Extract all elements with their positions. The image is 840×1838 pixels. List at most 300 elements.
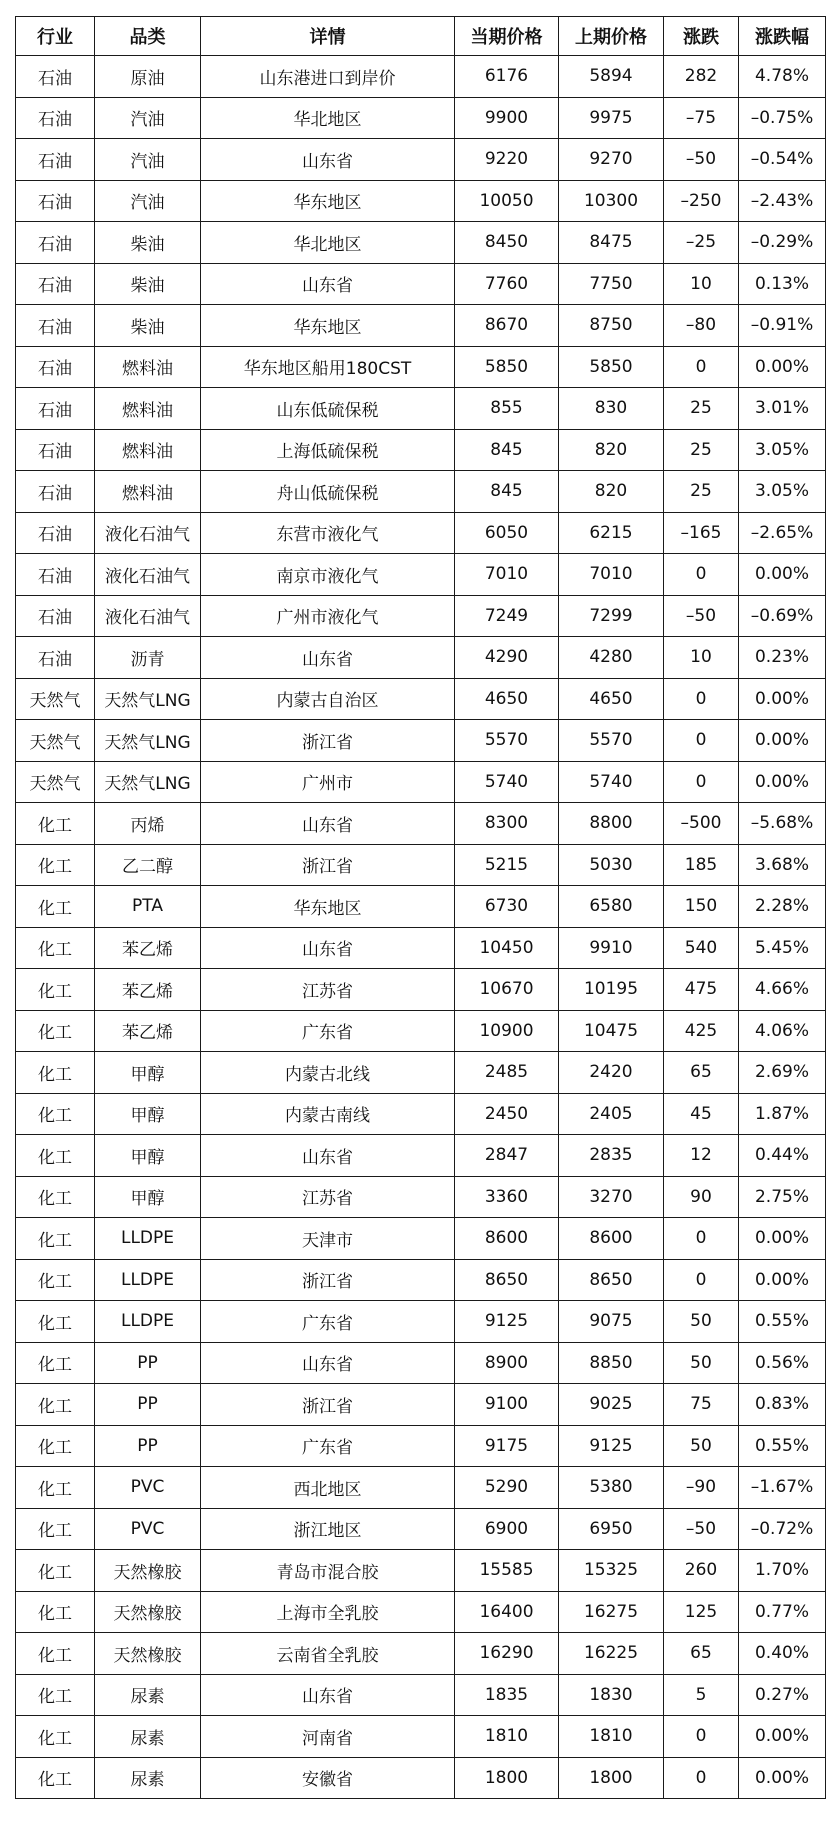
- header-change: 涨跌: [664, 17, 739, 56]
- cell-change-pct: 0.23%: [739, 637, 826, 679]
- cell-change: –90: [664, 1467, 739, 1509]
- cell-change-pct: 4.66%: [739, 969, 826, 1011]
- cell-change: –165: [664, 512, 739, 554]
- cell-change: 65: [664, 1052, 739, 1094]
- cell-current-price: 3360: [455, 1176, 559, 1218]
- table-row: [16, 1259, 826, 1301]
- cell-category: 燃料油: [95, 429, 201, 471]
- cell-previous-price: 8600: [559, 1218, 664, 1260]
- cell-detail: 浙江地区: [201, 1508, 455, 1550]
- cell-industry: 石油: [16, 222, 95, 264]
- cell-industry: 化工: [16, 1010, 95, 1052]
- cell-current-price: 5570: [455, 720, 559, 762]
- cell-change: 50: [664, 1342, 739, 1384]
- cell-previous-price: 6215: [559, 512, 664, 554]
- cell-current-price: 845: [455, 471, 559, 513]
- cell-category: 甲醇: [95, 1093, 201, 1135]
- cell-current-price: 16290: [455, 1633, 559, 1675]
- cell-change: 0: [664, 678, 739, 720]
- cell-change-pct: –0.69%: [739, 595, 826, 637]
- cell-change: –50: [664, 595, 739, 637]
- cell-detail: 上海低硫保税: [201, 429, 455, 471]
- cell-change-pct: 0.55%: [739, 1301, 826, 1343]
- table-row: [16, 1508, 826, 1550]
- table-header: [16, 17, 826, 56]
- cell-previous-price: 16275: [559, 1591, 664, 1633]
- table-row: [16, 927, 826, 969]
- cell-change: 50: [664, 1425, 739, 1467]
- table-row: [16, 263, 826, 305]
- cell-change: 125: [664, 1591, 739, 1633]
- cell-category: 液化石油气: [95, 512, 201, 554]
- cell-change: 0: [664, 1218, 739, 1260]
- cell-current-price: 8300: [455, 803, 559, 845]
- cell-change-pct: 0.00%: [739, 1757, 826, 1799]
- cell-change: 25: [664, 471, 739, 513]
- cell-change: 50: [664, 1301, 739, 1343]
- cell-change: 65: [664, 1633, 739, 1675]
- cell-category: 甲醇: [95, 1052, 201, 1094]
- cell-industry: 化工: [16, 1591, 95, 1633]
- cell-previous-price: 7750: [559, 263, 664, 305]
- table-row: [16, 222, 826, 264]
- cell-category: 丙烯: [95, 803, 201, 845]
- table-row: [16, 803, 826, 845]
- cell-category: LLDPE: [95, 1301, 201, 1343]
- cell-change: –25: [664, 222, 739, 264]
- cell-industry: 石油: [16, 305, 95, 347]
- cell-detail: 山东省: [201, 927, 455, 969]
- cell-change: –250: [664, 180, 739, 222]
- cell-industry: 化工: [16, 844, 95, 886]
- table-row: [16, 139, 826, 181]
- cell-industry: 化工: [16, 1716, 95, 1758]
- table-body: [16, 56, 826, 1799]
- cell-previous-price: 9025: [559, 1384, 664, 1426]
- cell-industry: 化工: [16, 1757, 95, 1799]
- cell-detail: 广东省: [201, 1301, 455, 1343]
- cell-category: 尿素: [95, 1674, 201, 1716]
- cell-detail: 东营市液化气: [201, 512, 455, 554]
- cell-change: 75: [664, 1384, 739, 1426]
- table-row: [16, 305, 826, 347]
- cell-change: 0: [664, 720, 739, 762]
- table-row: [16, 1757, 826, 1799]
- table-row: [16, 1010, 826, 1052]
- cell-detail: 浙江省: [201, 720, 455, 762]
- cell-change-pct: 2.69%: [739, 1052, 826, 1094]
- cell-change: 12: [664, 1135, 739, 1177]
- cell-industry: 石油: [16, 263, 95, 305]
- cell-category: 沥青: [95, 637, 201, 679]
- cell-previous-price: 8750: [559, 305, 664, 347]
- cell-current-price: 2847: [455, 1135, 559, 1177]
- cell-change: –50: [664, 1508, 739, 1550]
- cell-current-price: 4290: [455, 637, 559, 679]
- cell-change-pct: 0.44%: [739, 1135, 826, 1177]
- cell-change-pct: 4.78%: [739, 56, 826, 98]
- cell-current-price: 7249: [455, 595, 559, 637]
- header-detail: 详情: [201, 17, 455, 56]
- cell-category: 天然橡胶: [95, 1550, 201, 1592]
- cell-industry: 化工: [16, 1467, 95, 1509]
- cell-change-pct: 3.68%: [739, 844, 826, 886]
- cell-change: 260: [664, 1550, 739, 1592]
- cell-change: 5: [664, 1674, 739, 1716]
- cell-previous-price: 1810: [559, 1716, 664, 1758]
- cell-current-price: 6050: [455, 512, 559, 554]
- cell-detail: 广州市: [201, 761, 455, 803]
- table-row: [16, 346, 826, 388]
- cell-category: 汽油: [95, 180, 201, 222]
- cell-detail: 舟山低硫保税: [201, 471, 455, 513]
- cell-change-pct: –2.65%: [739, 512, 826, 554]
- cell-current-price: 10900: [455, 1010, 559, 1052]
- cell-industry: 化工: [16, 1384, 95, 1426]
- cell-previous-price: 7010: [559, 554, 664, 596]
- cell-change-pct: 3.01%: [739, 388, 826, 430]
- cell-industry: 化工: [16, 1508, 95, 1550]
- cell-industry: 化工: [16, 886, 95, 928]
- cell-category: 尿素: [95, 1757, 201, 1799]
- table-row: [16, 554, 826, 596]
- cell-detail: 上海市全乳胶: [201, 1591, 455, 1633]
- cell-detail: 华东地区: [201, 886, 455, 928]
- cell-previous-price: 9270: [559, 139, 664, 181]
- cell-previous-price: 830: [559, 388, 664, 430]
- cell-change: 0: [664, 1716, 739, 1758]
- cell-previous-price: 9075: [559, 1301, 664, 1343]
- cell-detail: 山东省: [201, 637, 455, 679]
- table-row: [16, 56, 826, 98]
- cell-category: 苯乙烯: [95, 927, 201, 969]
- cell-category: PP: [95, 1425, 201, 1467]
- cell-previous-price: 4650: [559, 678, 664, 720]
- cell-industry: 石油: [16, 471, 95, 513]
- cell-industry: 石油: [16, 346, 95, 388]
- cell-previous-price: 8650: [559, 1259, 664, 1301]
- cell-category: 苯乙烯: [95, 969, 201, 1011]
- table-row: [16, 1301, 826, 1343]
- cell-current-price: 4650: [455, 678, 559, 720]
- table-row: [16, 1135, 826, 1177]
- cell-change: –50: [664, 139, 739, 181]
- cell-current-price: 855: [455, 388, 559, 430]
- cell-change-pct: –0.91%: [739, 305, 826, 347]
- cell-category: 乙二醇: [95, 844, 201, 886]
- cell-industry: 石油: [16, 56, 95, 98]
- cell-detail: 广州市液化气: [201, 595, 455, 637]
- cell-change-pct: 0.00%: [739, 720, 826, 762]
- cell-industry: 化工: [16, 1176, 95, 1218]
- table-row: [16, 1218, 826, 1260]
- cell-current-price: 8900: [455, 1342, 559, 1384]
- cell-industry: 化工: [16, 1301, 95, 1343]
- cell-category: PVC: [95, 1508, 201, 1550]
- table-row: [16, 1467, 826, 1509]
- cell-detail: 南京市液化气: [201, 554, 455, 596]
- cell-category: 天然气LNG: [95, 720, 201, 762]
- cell-previous-price: 820: [559, 471, 664, 513]
- cell-current-price: 8600: [455, 1218, 559, 1260]
- cell-previous-price: 9975: [559, 97, 664, 139]
- cell-change: 425: [664, 1010, 739, 1052]
- cell-change-pct: –1.67%: [739, 1467, 826, 1509]
- cell-industry: 石油: [16, 388, 95, 430]
- cell-previous-price: 7299: [559, 595, 664, 637]
- cell-change-pct: 1.87%: [739, 1093, 826, 1135]
- cell-category: 苯乙烯: [95, 1010, 201, 1052]
- table-row: [16, 1384, 826, 1426]
- cell-change: 25: [664, 388, 739, 430]
- cell-current-price: 9220: [455, 139, 559, 181]
- cell-detail: 内蒙古南线: [201, 1093, 455, 1135]
- cell-change-pct: 5.45%: [739, 927, 826, 969]
- table-row: [16, 388, 826, 430]
- cell-change-pct: 0.83%: [739, 1384, 826, 1426]
- cell-change: 45: [664, 1093, 739, 1135]
- cell-detail: 广东省: [201, 1425, 455, 1467]
- table-row: [16, 180, 826, 222]
- cell-current-price: 2450: [455, 1093, 559, 1135]
- cell-category: 天然橡胶: [95, 1591, 201, 1633]
- cell-change-pct: 4.06%: [739, 1010, 826, 1052]
- cell-current-price: 9125: [455, 1301, 559, 1343]
- cell-category: LLDPE: [95, 1218, 201, 1260]
- cell-previous-price: 10300: [559, 180, 664, 222]
- cell-detail: 江苏省: [201, 1176, 455, 1218]
- cell-detail: 西北地区: [201, 1467, 455, 1509]
- cell-change-pct: 0.00%: [739, 1259, 826, 1301]
- cell-industry: 化工: [16, 803, 95, 845]
- table-row: [16, 844, 826, 886]
- table-row: [16, 761, 826, 803]
- cell-current-price: 6176: [455, 56, 559, 98]
- cell-change-pct: 0.00%: [739, 761, 826, 803]
- cell-industry: 石油: [16, 139, 95, 181]
- cell-current-price: 9100: [455, 1384, 559, 1426]
- cell-category: 甲醇: [95, 1135, 201, 1177]
- cell-detail: 山东省: [201, 1674, 455, 1716]
- cell-category: 甲醇: [95, 1176, 201, 1218]
- cell-change: 0: [664, 761, 739, 803]
- cell-change-pct: 3.05%: [739, 429, 826, 471]
- cell-current-price: 845: [455, 429, 559, 471]
- cell-current-price: 1835: [455, 1674, 559, 1716]
- table-row: [16, 1052, 826, 1094]
- cell-detail: 青岛市混合胶: [201, 1550, 455, 1592]
- cell-detail: 安徽省: [201, 1757, 455, 1799]
- cell-change-pct: 0.00%: [739, 1218, 826, 1260]
- cell-change: 475: [664, 969, 739, 1011]
- cell-previous-price: 820: [559, 429, 664, 471]
- table-row: [16, 1591, 826, 1633]
- cell-previous-price: 9910: [559, 927, 664, 969]
- cell-change-pct: 2.75%: [739, 1176, 826, 1218]
- cell-change-pct: 3.05%: [739, 471, 826, 513]
- cell-current-price: 9175: [455, 1425, 559, 1467]
- cell-change: 540: [664, 927, 739, 969]
- cell-current-price: 16400: [455, 1591, 559, 1633]
- cell-change-pct: –5.68%: [739, 803, 826, 845]
- cell-previous-price: 6580: [559, 886, 664, 928]
- cell-change: 0: [664, 1259, 739, 1301]
- table-row: [16, 1093, 826, 1135]
- cell-detail: 广东省: [201, 1010, 455, 1052]
- cell-change-pct: 0.56%: [739, 1342, 826, 1384]
- cell-change: 0: [664, 554, 739, 596]
- cell-current-price: 8450: [455, 222, 559, 264]
- cell-previous-price: 5570: [559, 720, 664, 762]
- cell-change: 185: [664, 844, 739, 886]
- cell-category: PTA: [95, 886, 201, 928]
- cell-current-price: 7010: [455, 554, 559, 596]
- cell-current-price: 1810: [455, 1716, 559, 1758]
- cell-change-pct: –0.75%: [739, 97, 826, 139]
- cell-industry: 化工: [16, 1218, 95, 1260]
- price-table-container: [15, 16, 826, 1799]
- cell-previous-price: 10475: [559, 1010, 664, 1052]
- table-row: [16, 512, 826, 554]
- cell-detail: 华东地区: [201, 305, 455, 347]
- cell-category: PP: [95, 1342, 201, 1384]
- price-table: [15, 16, 826, 1799]
- cell-current-price: 9900: [455, 97, 559, 139]
- cell-current-price: 5740: [455, 761, 559, 803]
- table-row: [16, 1633, 826, 1675]
- cell-previous-price: 5380: [559, 1467, 664, 1509]
- table-row: [16, 886, 826, 928]
- table-row: [16, 1716, 826, 1758]
- cell-current-price: 5215: [455, 844, 559, 886]
- cell-detail: 内蒙古北线: [201, 1052, 455, 1094]
- cell-change-pct: 0.40%: [739, 1633, 826, 1675]
- table-row: [16, 595, 826, 637]
- cell-previous-price: 2405: [559, 1093, 664, 1135]
- cell-detail: 华北地区: [201, 222, 455, 264]
- table-row: [16, 1176, 826, 1218]
- cell-category: 液化石油气: [95, 554, 201, 596]
- cell-detail: 华北地区: [201, 97, 455, 139]
- header-current-price: 当期价格: [455, 17, 559, 56]
- table-row: [16, 969, 826, 1011]
- cell-industry: 石油: [16, 180, 95, 222]
- cell-industry: 石油: [16, 554, 95, 596]
- header-change-pct: 涨跌幅: [739, 17, 826, 56]
- cell-change-pct: 0.77%: [739, 1591, 826, 1633]
- cell-category: 液化石油气: [95, 595, 201, 637]
- cell-change-pct: 0.55%: [739, 1425, 826, 1467]
- cell-category: 天然橡胶: [95, 1633, 201, 1675]
- cell-detail: 山东省: [201, 1135, 455, 1177]
- cell-current-price: 15585: [455, 1550, 559, 1592]
- cell-industry: 化工: [16, 1135, 95, 1177]
- table-row: [16, 637, 826, 679]
- header-previous-price: 上期价格: [559, 17, 664, 56]
- cell-detail: 内蒙古自治区: [201, 678, 455, 720]
- cell-industry: 化工: [16, 1550, 95, 1592]
- cell-industry: 化工: [16, 1674, 95, 1716]
- cell-previous-price: 5850: [559, 346, 664, 388]
- cell-category: 柴油: [95, 222, 201, 264]
- header-category: 品类: [95, 17, 201, 56]
- cell-detail: 江苏省: [201, 969, 455, 1011]
- cell-industry: 石油: [16, 637, 95, 679]
- cell-detail: 云南省全乳胶: [201, 1633, 455, 1675]
- cell-previous-price: 4280: [559, 637, 664, 679]
- cell-category: 柴油: [95, 263, 201, 305]
- cell-previous-price: 15325: [559, 1550, 664, 1592]
- cell-change-pct: 1.70%: [739, 1550, 826, 1592]
- cell-category: 燃料油: [95, 346, 201, 388]
- cell-previous-price: 6950: [559, 1508, 664, 1550]
- cell-change-pct: 0.27%: [739, 1674, 826, 1716]
- cell-industry: 天然气: [16, 761, 95, 803]
- cell-category: 汽油: [95, 97, 201, 139]
- cell-change: –80: [664, 305, 739, 347]
- cell-current-price: 5290: [455, 1467, 559, 1509]
- cell-detail: 山东省: [201, 139, 455, 181]
- cell-industry: 天然气: [16, 678, 95, 720]
- cell-current-price: 10050: [455, 180, 559, 222]
- cell-category: 尿素: [95, 1716, 201, 1758]
- cell-previous-price: 8475: [559, 222, 664, 264]
- cell-change-pct: 2.28%: [739, 886, 826, 928]
- cell-change: 10: [664, 263, 739, 305]
- cell-change-pct: 0.13%: [739, 263, 826, 305]
- header-row: [16, 17, 826, 56]
- cell-category: 汽油: [95, 139, 201, 181]
- cell-industry: 天然气: [16, 720, 95, 762]
- cell-current-price: 8650: [455, 1259, 559, 1301]
- cell-category: 燃料油: [95, 388, 201, 430]
- table-row: [16, 471, 826, 513]
- cell-change: 90: [664, 1176, 739, 1218]
- cell-industry: 石油: [16, 97, 95, 139]
- cell-change-pct: 0.00%: [739, 554, 826, 596]
- cell-change: 0: [664, 1757, 739, 1799]
- cell-industry: 化工: [16, 1342, 95, 1384]
- cell-category: PVC: [95, 1467, 201, 1509]
- cell-change-pct: 0.00%: [739, 678, 826, 720]
- cell-detail: 山东省: [201, 803, 455, 845]
- cell-industry: 化工: [16, 927, 95, 969]
- cell-change: 25: [664, 429, 739, 471]
- cell-detail: 浙江省: [201, 1384, 455, 1426]
- cell-category: 燃料油: [95, 471, 201, 513]
- cell-category: 原油: [95, 56, 201, 98]
- cell-change: 282: [664, 56, 739, 98]
- table-row: [16, 429, 826, 471]
- cell-change: 10: [664, 637, 739, 679]
- cell-current-price: 1800: [455, 1757, 559, 1799]
- cell-change-pct: 0.00%: [739, 1716, 826, 1758]
- cell-current-price: 6730: [455, 886, 559, 928]
- cell-change-pct: –0.29%: [739, 222, 826, 264]
- cell-current-price: 8670: [455, 305, 559, 347]
- cell-detail: 山东省: [201, 1342, 455, 1384]
- cell-change: –75: [664, 97, 739, 139]
- cell-detail: 浙江省: [201, 844, 455, 886]
- cell-detail: 华东地区: [201, 180, 455, 222]
- cell-detail: 山东港进口到岸价: [201, 56, 455, 98]
- table-row: [16, 97, 826, 139]
- cell-previous-price: 16225: [559, 1633, 664, 1675]
- cell-previous-price: 5740: [559, 761, 664, 803]
- cell-previous-price: 5030: [559, 844, 664, 886]
- table-row: [16, 1342, 826, 1384]
- cell-current-price: 10670: [455, 969, 559, 1011]
